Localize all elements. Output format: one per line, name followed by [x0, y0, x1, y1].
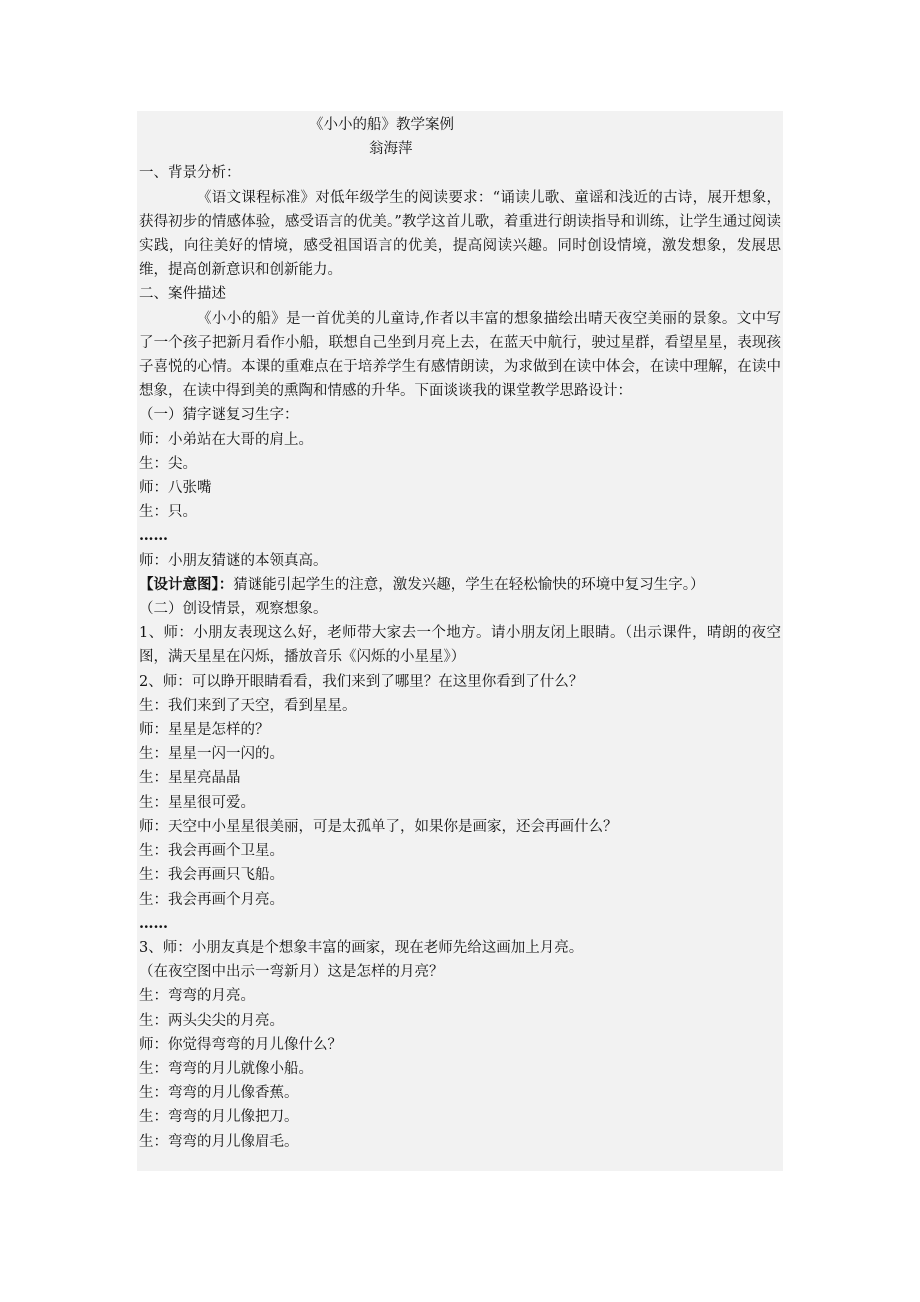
dialogue-line: 生：弯弯的月亮。 — [139, 988, 255, 1005]
part2-item-3: 3、师：小朋友真是个想象丰富的画家，现在老师先给这画加上月亮。 — [139, 939, 584, 956]
document-body — [139, 113, 781, 1154]
dialogue-line: 生：弯弯的月儿像香蕉。 — [139, 1085, 299, 1102]
dialogue-line: 生：弯弯的月儿像把刀。 — [139, 1109, 299, 1126]
part2-heading: （二）创设情景，观察想象。 — [139, 601, 328, 618]
dialogue-line: 师：八张嘴 — [139, 480, 212, 497]
ellipsis: …… — [139, 914, 168, 932]
dialogue-line: 生：我会再画只飞船。 — [139, 867, 284, 884]
dialogue-line: 生：两头尖尖的月亮。 — [139, 1012, 284, 1029]
dialogue-line: 师：星星是怎样的？ — [139, 722, 270, 739]
dialogue-line: 生：我们来到了天空，看到星星。 — [139, 697, 357, 714]
dialogue-line: 师：小朋友猜谜的本领真高。 — [139, 552, 328, 569]
background-paragraph: 《语文课程标准》对低年级学生的阅读要求：“诵读儿歌、童谣和浅近的古诗，展开想象，获得初步的情感体验，感受语言的优美。”教学这首儿歌，着重进行朗读指导和训练，让学生通过阅读实践，向往美好的情境，感受祖国语言的优美，提高阅读兴趣。同时创设情境，激发想象，发展思维，提高创新意识和创新能力。 — [139, 189, 781, 279]
dialogue-line: （在夜空图中出示一弯新月）这是怎样的月亮？ — [139, 964, 444, 981]
dialogue-line: 生：弯弯的月儿像眉毛。 — [139, 1133, 299, 1150]
dialogue-line: 生：我会再画个月亮。 — [139, 891, 284, 908]
design-intent-label: 【设计意图】： — [139, 575, 234, 593]
dialogue-line: 师：天空中小星星很美丽，可是太孤单了，如果你是画家，还会再画什么？ — [139, 818, 618, 835]
ellipsis: …… — [139, 527, 168, 545]
dialogue-line: 生：星星很可爱。 — [139, 794, 255, 811]
dialogue-line: 师：小弟站在大哥的肩上。 — [139, 431, 313, 448]
document-author: 翁海萍 — [369, 141, 413, 158]
document-title: 《小小的船》教学案例 — [309, 117, 454, 133]
part1-heading: （一）猜字谜复习生字： — [139, 407, 299, 424]
case-heading: 二、案件描述 — [139, 286, 226, 303]
dialogue-line: 生：星星亮晶晶 — [139, 770, 241, 787]
dialogue-line: 生：我会再画个卫星。 — [139, 843, 284, 860]
dialogue-line: 生：弯弯的月儿就像小船。 — [139, 1060, 313, 1077]
dialogue-line: 师：你觉得弯弯的月儿像什么？ — [139, 1036, 342, 1053]
design-intent-text: 猜谜能引起学生的注意，激发兴趣，学生在轻松愉快的环境中复习生字。） — [233, 576, 705, 593]
design-intent-line — [139, 573, 781, 597]
dialogue-line: 生：星星一闪一闪的。 — [139, 746, 284, 763]
part2-item-1: 1、师：小朋友表现这么好，老师带大家去一个地方。请小朋友闭上眼睛。（出示课件，晴朗的夜空图，满天星星在闪烁，播放音乐《闪烁的小星星》） — [139, 625, 781, 666]
dialogue-line: 生：只。 — [139, 504, 197, 521]
dialogue-line: 生：尖。 — [139, 455, 197, 472]
part2-item-2: 2、师：可以睁开眼睛看看，我们来到了哪里？在这里你看到了什么？ — [139, 673, 584, 690]
case-paragraph: 《小小的船》是一首优美的儿童诗,作者以丰富的想象描绘出晴天夜空美丽的景象。文中写了一个孩子把新月看作小船，联想自己坐到月亮上去，在蓝天中航行，驶过星群，看望星星，表现孩子喜悦的心情。本课的重难点在于培养学生有感情朗读，为求做到在读中体会，在读中理解，在读中想象，在读中得到美的熏陶和情感的升华。下面谈谈我的课堂教学思路设计： — [139, 310, 781, 400]
background-heading: 一、背景分析： — [139, 165, 241, 182]
